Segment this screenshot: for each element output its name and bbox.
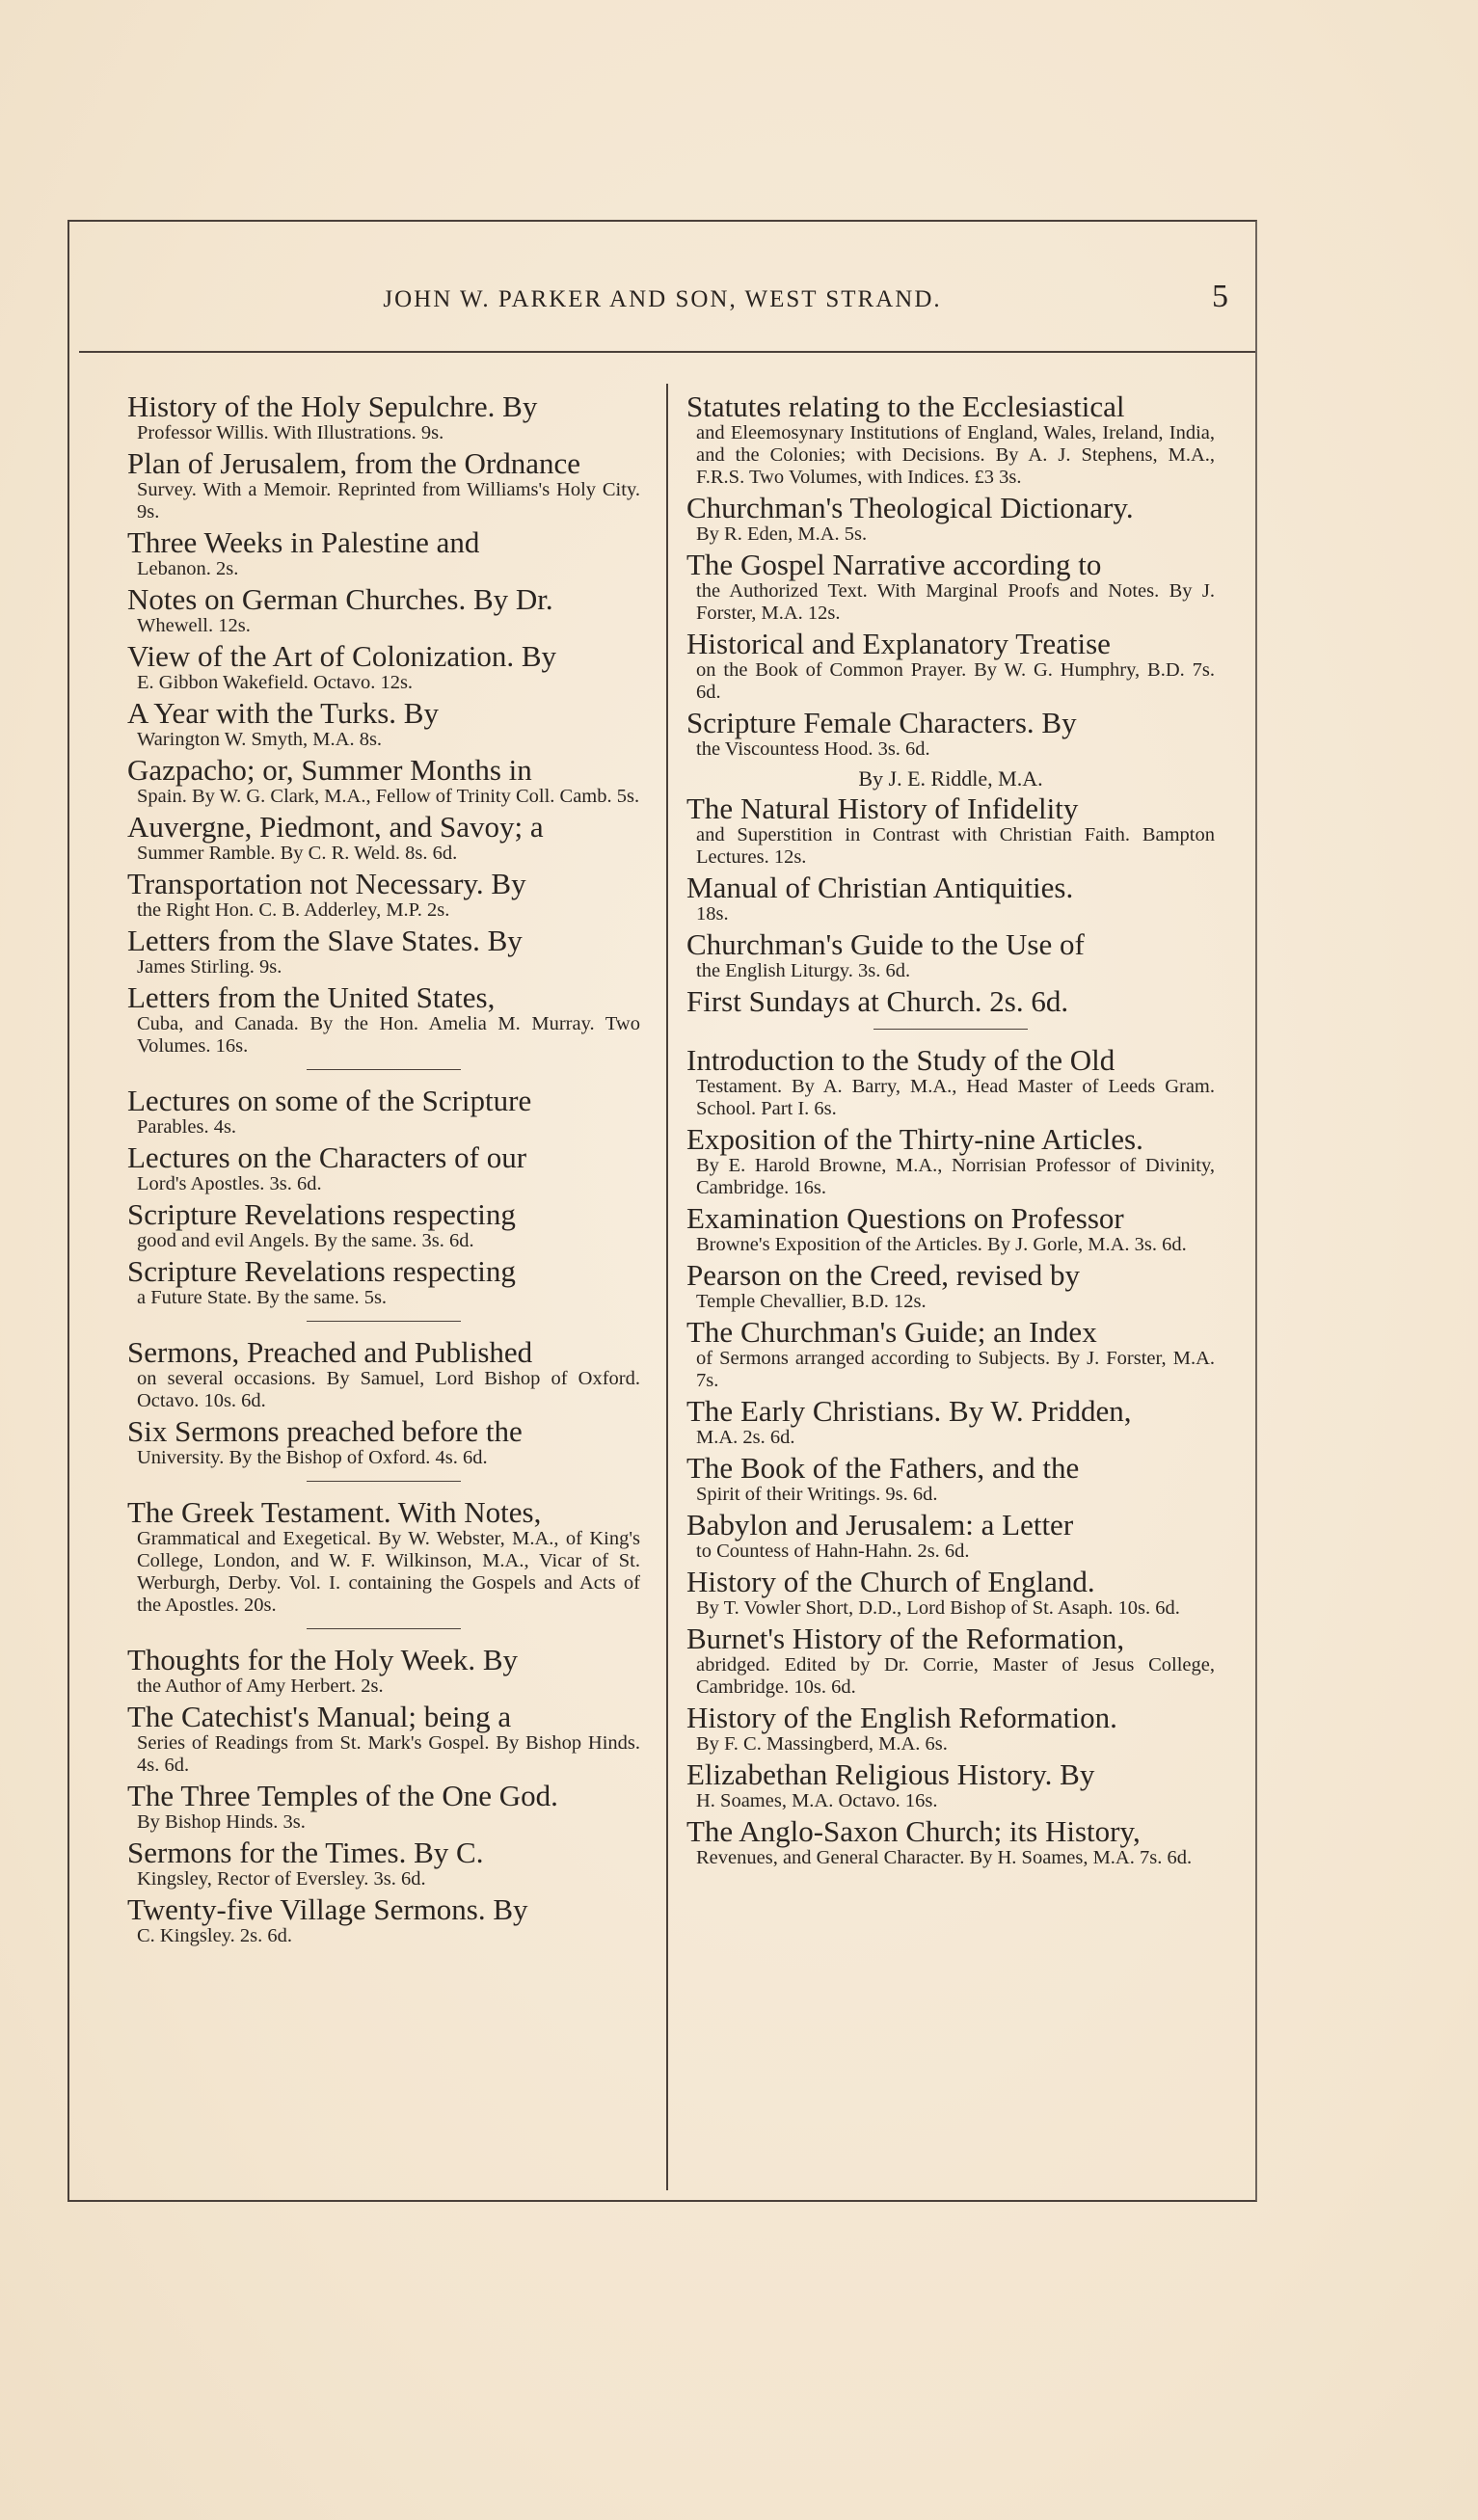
entry-title: The Book of the Fathers, and the	[686, 1451, 1080, 1485]
entry-detail: good and evil Angels. By the same. 3s. 6d.	[137, 1230, 474, 1251]
entry-detail: Cuba, and Canada. By the Hon. Amelia M. Murray. Two Volumes. 16s.	[137, 1013, 640, 1057]
catalogue-entry	[127, 1645, 640, 1698]
section-rule	[307, 1321, 461, 1322]
entry-detail: E. Gibbon Wakefield. Octavo. 12s.	[137, 672, 414, 693]
catalogue-entry	[686, 1702, 1215, 1756]
entry-title: Six Sermons preached before the	[127, 1414, 523, 1448]
author-heading: By J. E. Riddle, M.A.	[858, 766, 1043, 791]
entry-detail: Temple Chevallier, B.D. 12s.	[696, 1291, 927, 1312]
entry-title: Introduction to the Study of the Old	[686, 1043, 1115, 1077]
entry-detail: Parables. 4s.	[137, 1116, 237, 1138]
entry-detail: Survey. With a Memoir. Reprinted from Williams's Holy City. 9s.	[137, 479, 640, 523]
entry-title: Statutes relating to the Ecclesiastical	[686, 389, 1125, 423]
entry-detail: Browne's Exposition of the Articles. By J. Gorle, M.A. 3s. 6d.	[696, 1234, 1187, 1255]
catalogue-entry	[686, 986, 1215, 1017]
catalogue-entry	[686, 1453, 1215, 1506]
catalogue-entry	[127, 448, 640, 523]
entry-title: View of the Art of Colonization. By	[127, 639, 556, 673]
section-rule	[873, 1029, 1028, 1030]
entry-detail: of Sermons arranged according to Subjects. By J. Forster, M.A. 7s.	[696, 1348, 1215, 1391]
entry-title: The Greek Testament. With Notes,	[127, 1495, 542, 1529]
catalogue-entry	[686, 793, 1215, 869]
section-rule	[307, 1069, 461, 1070]
catalogue-entry	[686, 1045, 1215, 1120]
entry-detail: the Author of Amy Herbert. 2s.	[137, 1676, 384, 1697]
entry-title: Historical and Explanatory Treatise	[686, 627, 1111, 660]
entry-detail: James Stirling. 9s.	[137, 956, 282, 978]
catalogue-entry	[686, 1623, 1215, 1699]
page-frame	[67, 220, 1257, 2202]
catalogue-entry	[686, 708, 1215, 761]
entry-title: Churchman's Guide to the Use of	[686, 927, 1085, 961]
catalogue-entry	[127, 1256, 640, 1309]
entry-detail: Spain. By W. G. Clark, M.A., Fellow of Trinity Coll. Camb. 5s.	[137, 786, 640, 807]
entry-detail: Lord's Apostles. 3s. 6d.	[137, 1173, 322, 1194]
catalogue-entry	[127, 982, 640, 1058]
entry-title: Three Weeks in Palestine and	[127, 525, 480, 559]
running-head	[69, 275, 1255, 323]
entry-title: Sermons, Preached and Published	[127, 1335, 533, 1369]
entry-detail: the Authorized Text. With Marginal Proofs and Notes. By J. Forster, M.A. 12s.	[696, 580, 1215, 624]
entry-detail: By Bishop Hinds. 3s.	[137, 1811, 306, 1833]
entry-title: The Three Temples of the One God.	[127, 1779, 558, 1812]
entry-detail: Spirit of their Writings. 9s. 6d.	[696, 1484, 938, 1505]
catalogue-entry	[686, 872, 1215, 925]
entry-detail: Lebanon. 2s.	[137, 558, 239, 579]
entry-detail: the Right Hon. C. B. Adderley, M.P. 2s.	[137, 899, 450, 921]
entry-title: Gazpacho; or, Summer Months in	[127, 753, 532, 787]
entry-detail: to Countess of Hahn-Hahn. 2s. 6d.	[696, 1541, 970, 1562]
catalogue-entry	[686, 929, 1215, 982]
catalogue-entry	[686, 1260, 1215, 1313]
catalogue-entry	[127, 641, 640, 694]
section-rule	[307, 1481, 461, 1482]
entry-detail: Kingsley, Rector of Eversley. 3s. 6d.	[137, 1868, 426, 1890]
entry-title: Scripture Revelations respecting	[127, 1254, 516, 1288]
entry-title: Notes on German Churches. By Dr.	[127, 582, 553, 616]
entry-detail: on several occasions. By Samuel, Lord Bishop of Oxford. Octavo. 10s. 6d.	[137, 1368, 640, 1411]
entry-title: The Gospel Narrative according to	[686, 548, 1102, 581]
catalogue-entry	[127, 1416, 640, 1469]
entry-title: Sermons for the Times. By C.	[127, 1836, 484, 1869]
entry-detail: Warington W. Smyth, M.A. 8s.	[137, 729, 383, 750]
entry-title: Letters from the United States,	[127, 980, 496, 1014]
entry-detail: 18s.	[696, 903, 729, 925]
entry-title: Plan of Jerusalem, from the Ordnance	[127, 446, 581, 480]
entry-title: The Catechist's Manual; being a	[127, 1700, 512, 1733]
catalogue-entry	[686, 1203, 1215, 1256]
catalogue-entry	[127, 925, 640, 979]
catalogue-entry	[686, 1124, 1215, 1199]
header-rule	[79, 351, 1255, 353]
entry-detail: the English Liturgy. 3s. 6d.	[696, 960, 911, 981]
entry-detail: M.A. 2s. 6d.	[696, 1427, 795, 1448]
entry-title: The Natural History of Infidelity	[686, 791, 1079, 825]
catalogue-entry	[127, 1086, 640, 1139]
catalogue-entry	[686, 1396, 1215, 1449]
entry-detail: and Eleemosynary Institutions of England, Wales, Ireland, India, and the Colonies; with Decisions. By A. J. Stephens, M.A., F.R.S. Two Volumes, with Indices. £3 3s.	[696, 422, 1215, 488]
catalogue-entry	[127, 1894, 640, 1947]
entry-detail: the Viscountess Hood. 3s. 6d.	[696, 738, 930, 760]
column-divider	[666, 384, 668, 2190]
entry-detail: on the Book of Common Prayer. By W. G. Humphry, B.D. 7s. 6d.	[696, 659, 1215, 703]
page-number: 5	[1212, 279, 1228, 314]
entry-detail: Revenues, and General Character. By H. Soames, M.A. 7s. 6d.	[696, 1847, 1193, 1868]
running-title: JOHN W. PARKER AND SON, WEST STRAND.	[383, 286, 942, 312]
catalogue-entry	[686, 1816, 1215, 1869]
entry-title: The Early Christians. By W. Pridden,	[686, 1394, 1132, 1428]
catalogue-entry	[127, 527, 640, 580]
entry-detail: C. Kingsley. 2s. 6d.	[137, 1925, 292, 1946]
entry-detail: Summer Ramble. By C. R. Weld. 8s. 6d.	[137, 843, 458, 864]
entry-detail: abridged. Edited by Dr. Corrie, Master of Jesus College, Cambridge. 10s. 6d.	[696, 1654, 1215, 1698]
entry-title: Twenty-five Village Sermons. By	[127, 1892, 528, 1926]
entry-title: Churchman's Theological Dictionary.	[686, 491, 1134, 524]
entry-detail: and Superstition in Contrast with Christian Faith. Bampton Lectures. 12s.	[696, 824, 1215, 868]
catalogue-entry	[127, 391, 640, 444]
entry-title: First Sundays at Church. 2s. 6d.	[686, 984, 1069, 1018]
catalogue-entry	[686, 629, 1215, 704]
entry-detail: By E. Harold Browne, M.A., Norrisian Professor of Divinity, Cambridge. 16s.	[696, 1155, 1215, 1198]
catalogue-entry	[686, 1759, 1215, 1812]
catalogue-entry	[127, 1199, 640, 1252]
catalogue-entry	[127, 1837, 640, 1890]
section-rule	[307, 1628, 461, 1629]
entry-title: Scripture Revelations respecting	[127, 1197, 516, 1231]
entry-title: History of the Church of England.	[686, 1565, 1095, 1598]
entry-title: Scripture Female Characters. By	[686, 706, 1077, 739]
catalogue-entry	[127, 1142, 640, 1195]
entry-detail: Whewell. 12s.	[137, 615, 251, 636]
entry-title: Lectures on the Characters of our	[127, 1140, 527, 1174]
catalogue-entry	[686, 1317, 1215, 1392]
entry-detail: H. Soames, M.A. Octavo. 16s.	[696, 1790, 938, 1811]
entry-title: The Churchman's Guide; an Index	[686, 1315, 1097, 1349]
entry-detail: Grammatical and Exegetical. By W. Webster, M.A., of King's College, London, and W. F. Wilkinson, M.A., Vicar of St. Werburgh, Derby. Vol. I. containing the Gospels and Acts of the Apostles. 20s.	[137, 1528, 640, 1616]
catalogue-entry	[127, 584, 640, 637]
entry-detail: Series of Readings from St. Mark's Gospel. By Bishop Hinds. 4s. 6d.	[137, 1732, 640, 1776]
entry-title: Letters from the Slave States. By	[127, 924, 523, 957]
entry-detail: Testament. By A. Barry, M.A., Head Master of Leeds Gram. School. Part I. 6s.	[696, 1076, 1215, 1119]
catalogue-entry	[127, 869, 640, 922]
catalogue-entry	[686, 1510, 1215, 1563]
entry-detail: By R. Eden, M.A. 5s.	[696, 523, 868, 545]
entry-title: Lectures on some of the Scripture	[127, 1084, 532, 1117]
catalogue-entry	[686, 550, 1215, 625]
catalogue-entry	[127, 698, 640, 751]
entry-title: Elizabethan Religious History. By	[686, 1757, 1095, 1791]
entry-title: Pearson on the Creed, revised by	[686, 1258, 1081, 1292]
entry-title: History of the English Reformation.	[686, 1701, 1117, 1734]
catalogue-entry	[686, 391, 1215, 489]
catalogue-entry	[127, 755, 640, 808]
entry-title: Exposition of the Thirty-nine Articles.	[686, 1122, 1143, 1156]
entry-title: History of the Holy Sepulchre. By	[127, 389, 538, 423]
left-column	[127, 391, 640, 1951]
entry-detail: Professor Willis. With Illustrations. 9s.	[137, 422, 444, 443]
catalogue-entry	[127, 1497, 640, 1617]
right-column	[686, 391, 1215, 1873]
entry-detail: By T. Vowler Short, D.D., Lord Bishop of St. Asaph. 10s. 6d.	[696, 1597, 1180, 1619]
entry-title: Manual of Christian Antiquities.	[686, 871, 1074, 904]
catalogue-entry	[127, 1337, 640, 1412]
entry-title: Auvergne, Piedmont, and Savoy; a	[127, 810, 544, 844]
entry-detail: University. By the Bishop of Oxford. 4s. 6d.	[137, 1447, 488, 1468]
entry-detail: a Future State. By the same. 5s.	[137, 1287, 388, 1308]
entry-title: A Year with the Turks. By	[127, 696, 439, 730]
entry-title: Examination Questions on Professor	[686, 1201, 1124, 1235]
catalogue-entry	[686, 1567, 1215, 1620]
entry-title: Thoughts for the Holy Week. By	[127, 1643, 519, 1676]
entry-title: The Anglo-Saxon Church; its History,	[686, 1814, 1141, 1848]
catalogue-entry	[127, 812, 640, 865]
catalogue-entry	[127, 1702, 640, 1777]
entry-title: Transportation not Necessary. By	[127, 867, 526, 900]
entry-title: Babylon and Jerusalem: a Letter	[686, 1508, 1074, 1541]
catalogue-entry	[686, 493, 1215, 546]
entry-title: Burnet's History of the Reformation,	[686, 1622, 1125, 1655]
entry-detail: By F. C. Massingberd, M.A. 6s.	[696, 1733, 948, 1755]
catalogue-entry	[127, 1781, 640, 1834]
